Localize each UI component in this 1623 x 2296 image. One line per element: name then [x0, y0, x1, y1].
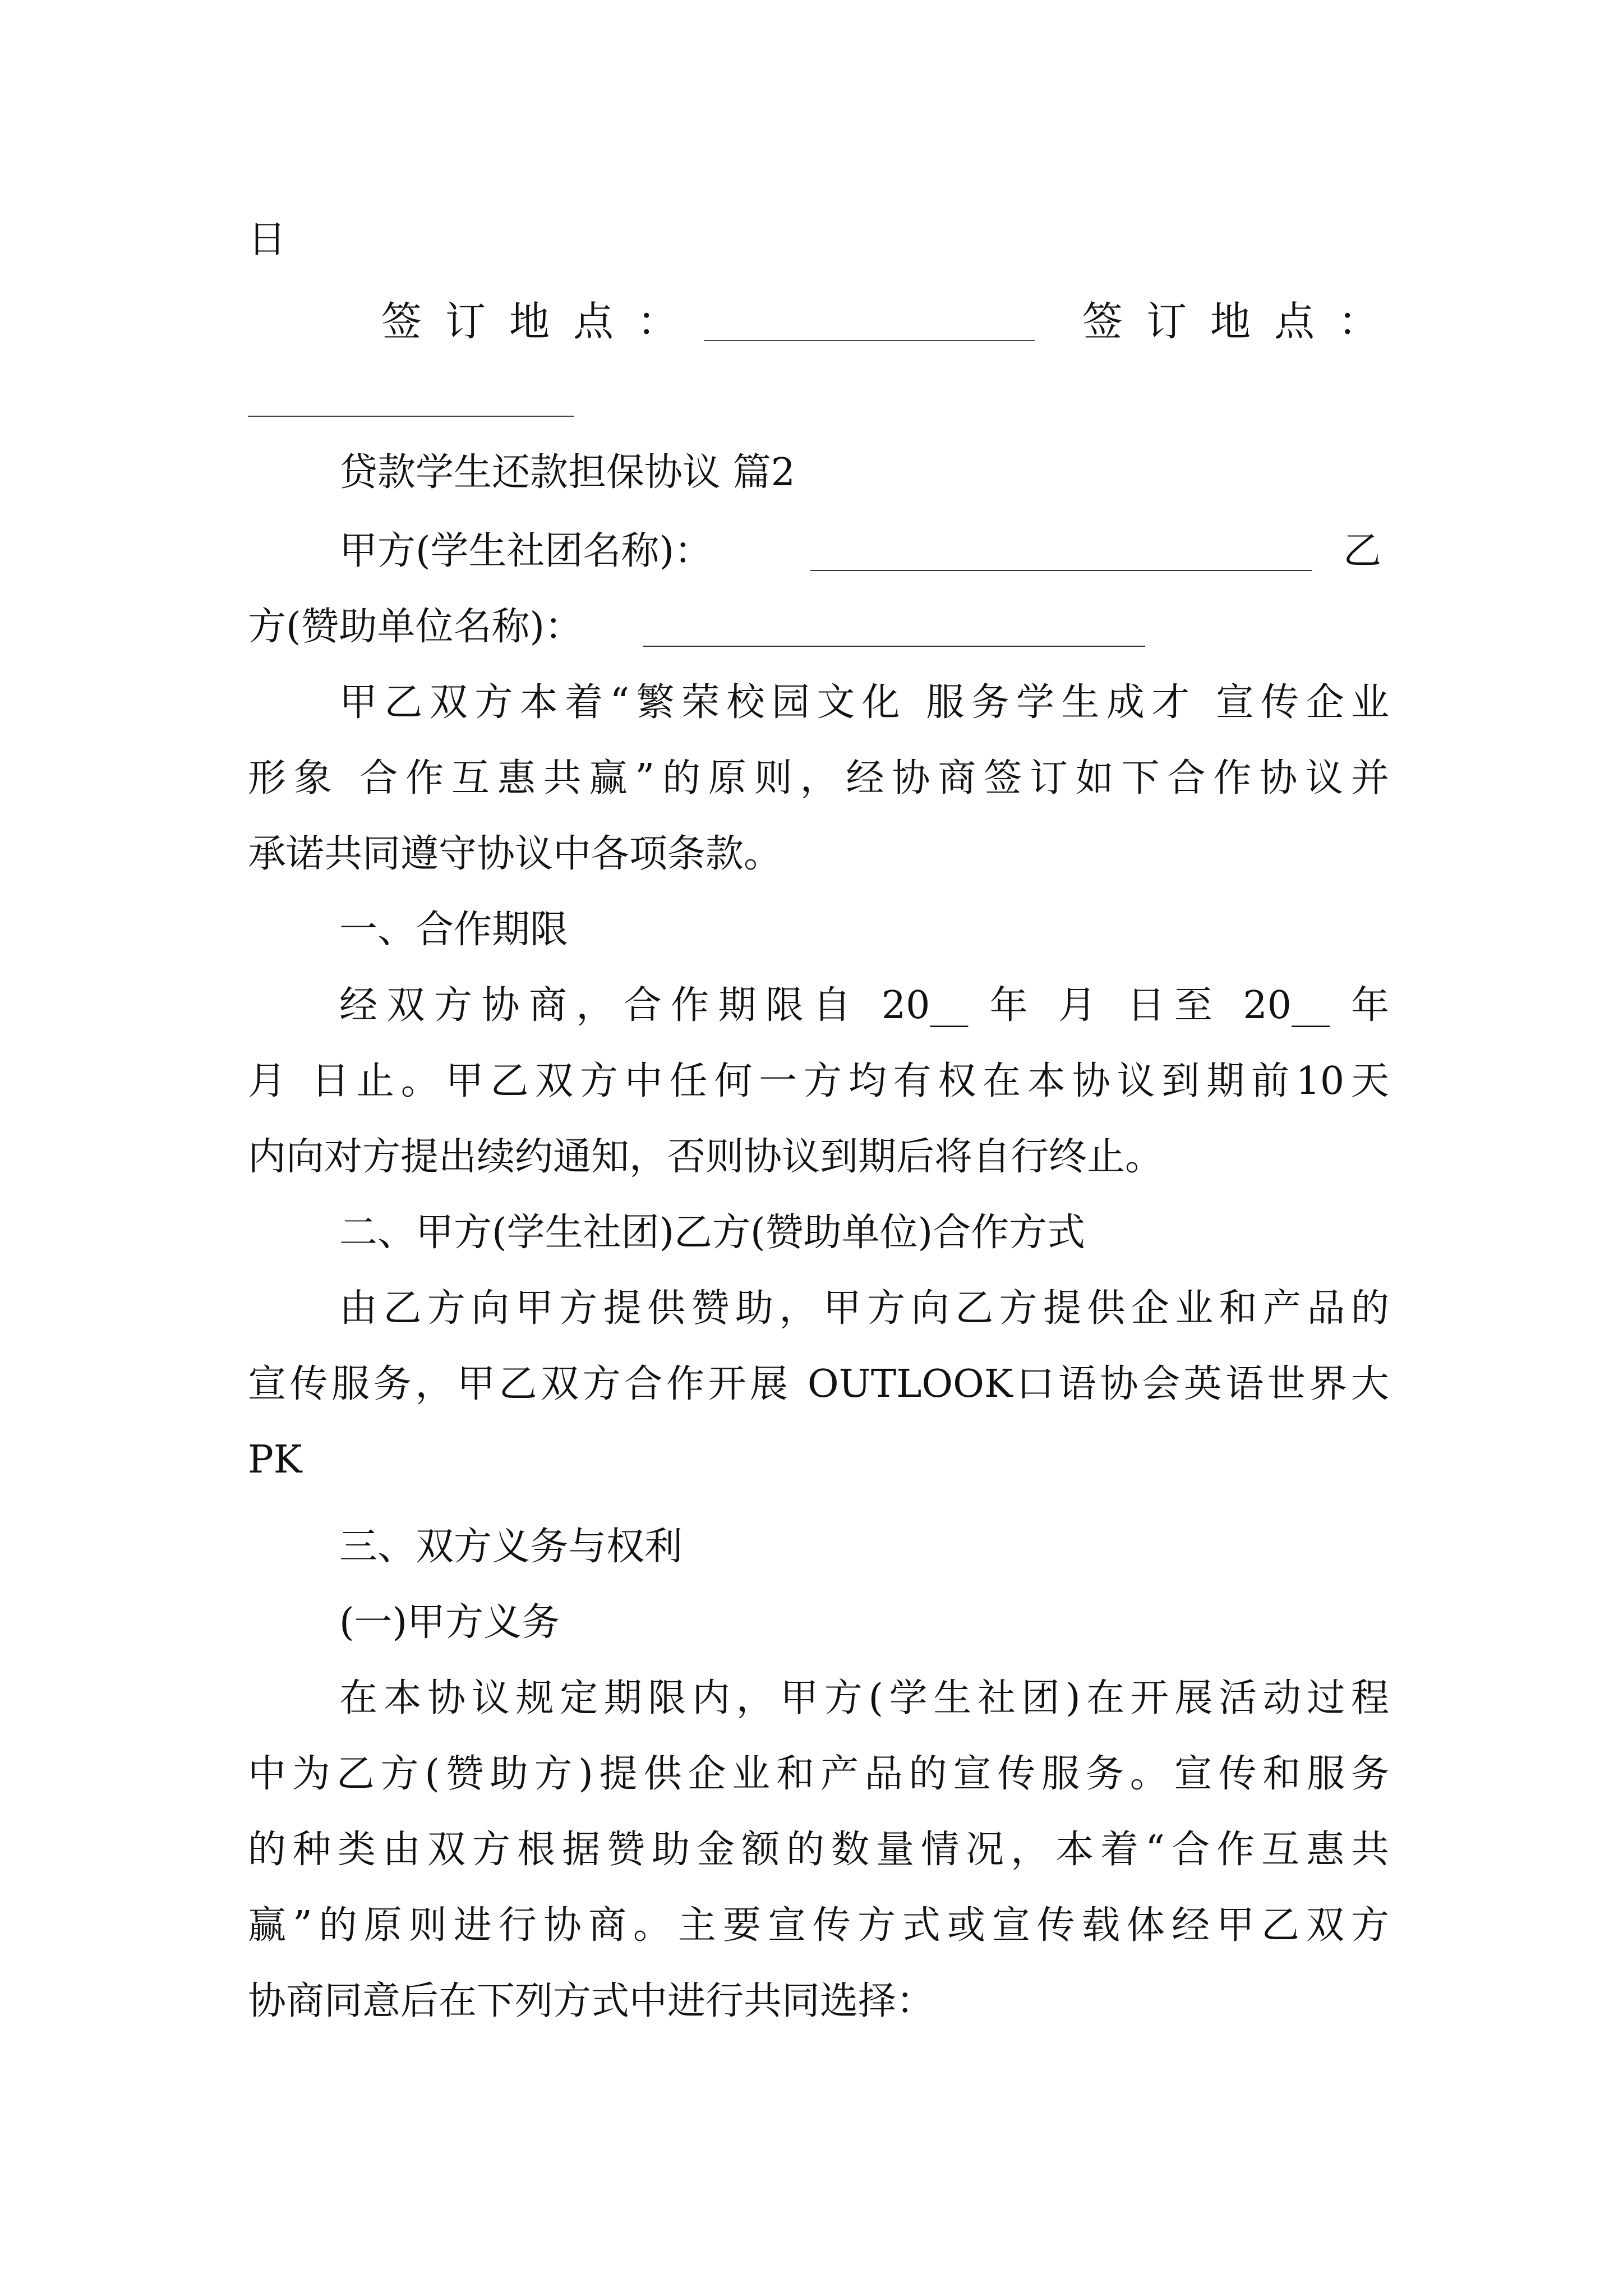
- section-3-line-2: 中为乙方(赞助方)提供企业和产品的宣传服务。宣传和服务: [248, 1752, 1389, 1796]
- signing-place-blank-right[interactable]: [248, 415, 574, 417]
- party-b-row: [248, 589, 1389, 665]
- section-1-line-1: 经双方协商，合作期限自 20__ 年 月 日至 20__ 年: [339, 983, 1389, 1028]
- party-b-start: 乙: [1343, 529, 1382, 573]
- section-1-heading: 一、合作期限: [339, 908, 569, 952]
- section-3-line-4: 赢”的原则进行协商。主要宣传方式或宣传载体经甲乙双方: [248, 1903, 1389, 1948]
- signing-place-row: [0, 283, 1623, 360]
- section-2-line-2: 宣传服务，甲乙双方合作开展 OUTLOOK口语协会英语世界大: [248, 1362, 1389, 1406]
- section-3-line-1: 在本协议规定期限内，甲方(学生社团)在开展活动过程: [339, 1676, 1389, 1720]
- section-3-heading: 三、双方义务与权利: [339, 1525, 683, 1569]
- document-title: 贷款学生还款担保协议 篇2: [339, 450, 795, 495]
- intro-line-1: 甲乙双方本着“繁荣校园文化 服务学生成才 宣传企业: [339, 680, 1389, 725]
- section-3-line-5: 协商同意后在下列方式中进行共同选择：: [248, 1979, 935, 2023]
- section-3-sub-1: (一)甲方义务: [339, 1600, 560, 1645]
- party-b-label: 方(赞助单位名称)：: [248, 605, 583, 649]
- intro-line-2: 形象 合作互惠共赢”的原则，经协商签订如下合作协议并: [248, 756, 1389, 800]
- signing-place-blank-left[interactable]: [704, 339, 1035, 341]
- party-a-blank[interactable]: [810, 569, 1312, 571]
- section-1-line-2: 月 日止。甲乙双方中任何一方均有权在本协议到期前10天: [248, 1059, 1389, 1103]
- intro-line-3: 承诺共同遵守协议中各项条款。: [248, 832, 782, 876]
- party-a-row: [339, 513, 1405, 590]
- signing-place-label-right: 签订地点：: [1082, 298, 1403, 345]
- section-2-line-3: PK: [248, 1438, 302, 1482]
- section-1-line-3: 内向对方提出续约通知，否则协议到期后将自行终止。: [248, 1135, 1164, 1179]
- top-char: 日: [248, 218, 287, 262]
- signing-place-label-left: 签订地点：: [381, 298, 702, 345]
- section-2-heading: 二、甲方(学生社团)乙方(赞助单位)合作方式: [339, 1211, 1086, 1255]
- section-2-line-1: 由乙方向甲方提供赞助，甲方向乙方提供企业和产品的: [339, 1286, 1389, 1331]
- party-b-blank[interactable]: [643, 645, 1145, 647]
- section-3-line-3: 的种类由双方根据赞助金额的数量情况，本着“合作互惠共: [248, 1828, 1389, 1872]
- party-a-label: 甲方(学生社团名称)：: [339, 529, 713, 573]
